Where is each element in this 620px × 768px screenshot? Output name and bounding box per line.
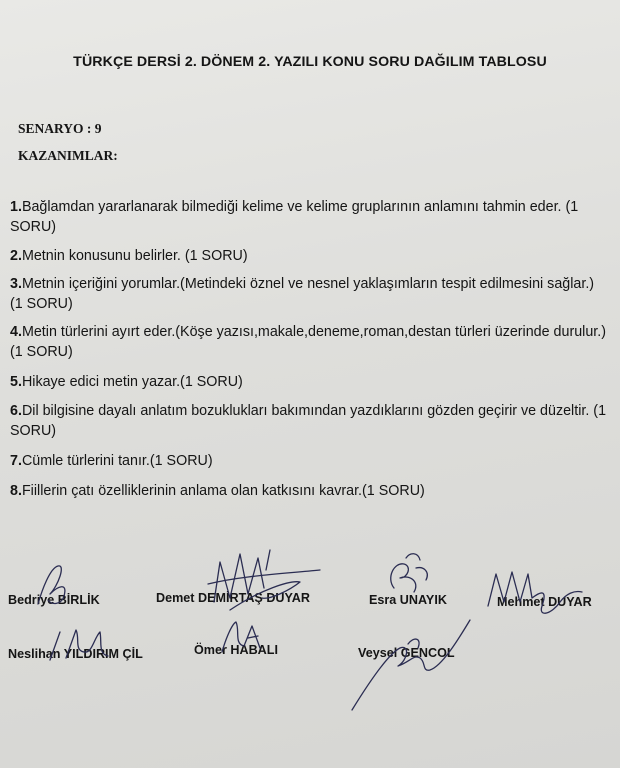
signatory-name: Bedriye BİRLİK bbox=[8, 593, 100, 607]
objective-item: 7.Cümle türlerini tanır.(1 SORU) bbox=[10, 453, 213, 469]
signatory-name: Neslihan YILDIRIM ÇİL bbox=[8, 647, 143, 661]
signatory-name: Ömer HABALI bbox=[194, 643, 278, 657]
objectives-heading: KAZANIMLAR: bbox=[18, 148, 118, 163]
objective-item: 8.Fiillerin çatı özelliklerinin anlama olan katkısını kavrar.(1 SORU) bbox=[10, 483, 425, 499]
objective-item: 3.Metnin içeriğini yorumlar.(Metindeki öznel ve nesnel yaklaşımların tespit edilmesini sağlar.) (1 SORU) bbox=[10, 276, 595, 312]
objective-item: 6.Dil bilgisine dayalı anlatım bozuklukları bakımından yazdıklarını gözden geçirir ve düzeltir. (1 SORU) bbox=[10, 403, 607, 439]
objective-item: 5.Hikaye edici metin yazar.(1 SORU) bbox=[10, 374, 243, 390]
handwritten-signature bbox=[482, 562, 592, 624]
signatory-name: Veysel GENCOL bbox=[358, 646, 455, 660]
signatory-name: Esra UNAYIK bbox=[369, 593, 447, 607]
objective-item: 2.Metnin konusunu belirler. (1 SORU) bbox=[10, 248, 248, 264]
handwritten-signature bbox=[348, 614, 476, 714]
document-title: TÜRKÇE DERSİ 2. DÖNEM 2. YAZILI KONU SORU DAĞILIM TABLOSU bbox=[73, 54, 547, 70]
scenario-label: SENARYO : 9 bbox=[18, 121, 102, 136]
handwritten-signature bbox=[200, 540, 340, 620]
signatory-name: Demet DEMİRTAŞ DUYAR bbox=[156, 591, 310, 605]
objective-item: 1.Bağlamdan yararlanarak bilmediği kelime ve kelime gruplarının anlamını tahmin eder. (1 SORU) bbox=[10, 199, 579, 235]
signatory-name: Mehmet DUYAR bbox=[497, 595, 592, 609]
objective-item: 4.Metin türlerini ayırt eder.(Köşe yazısı,makale,deneme,roman,destan türleri üzerinde durulur.) (1 SORU) bbox=[10, 324, 607, 360]
